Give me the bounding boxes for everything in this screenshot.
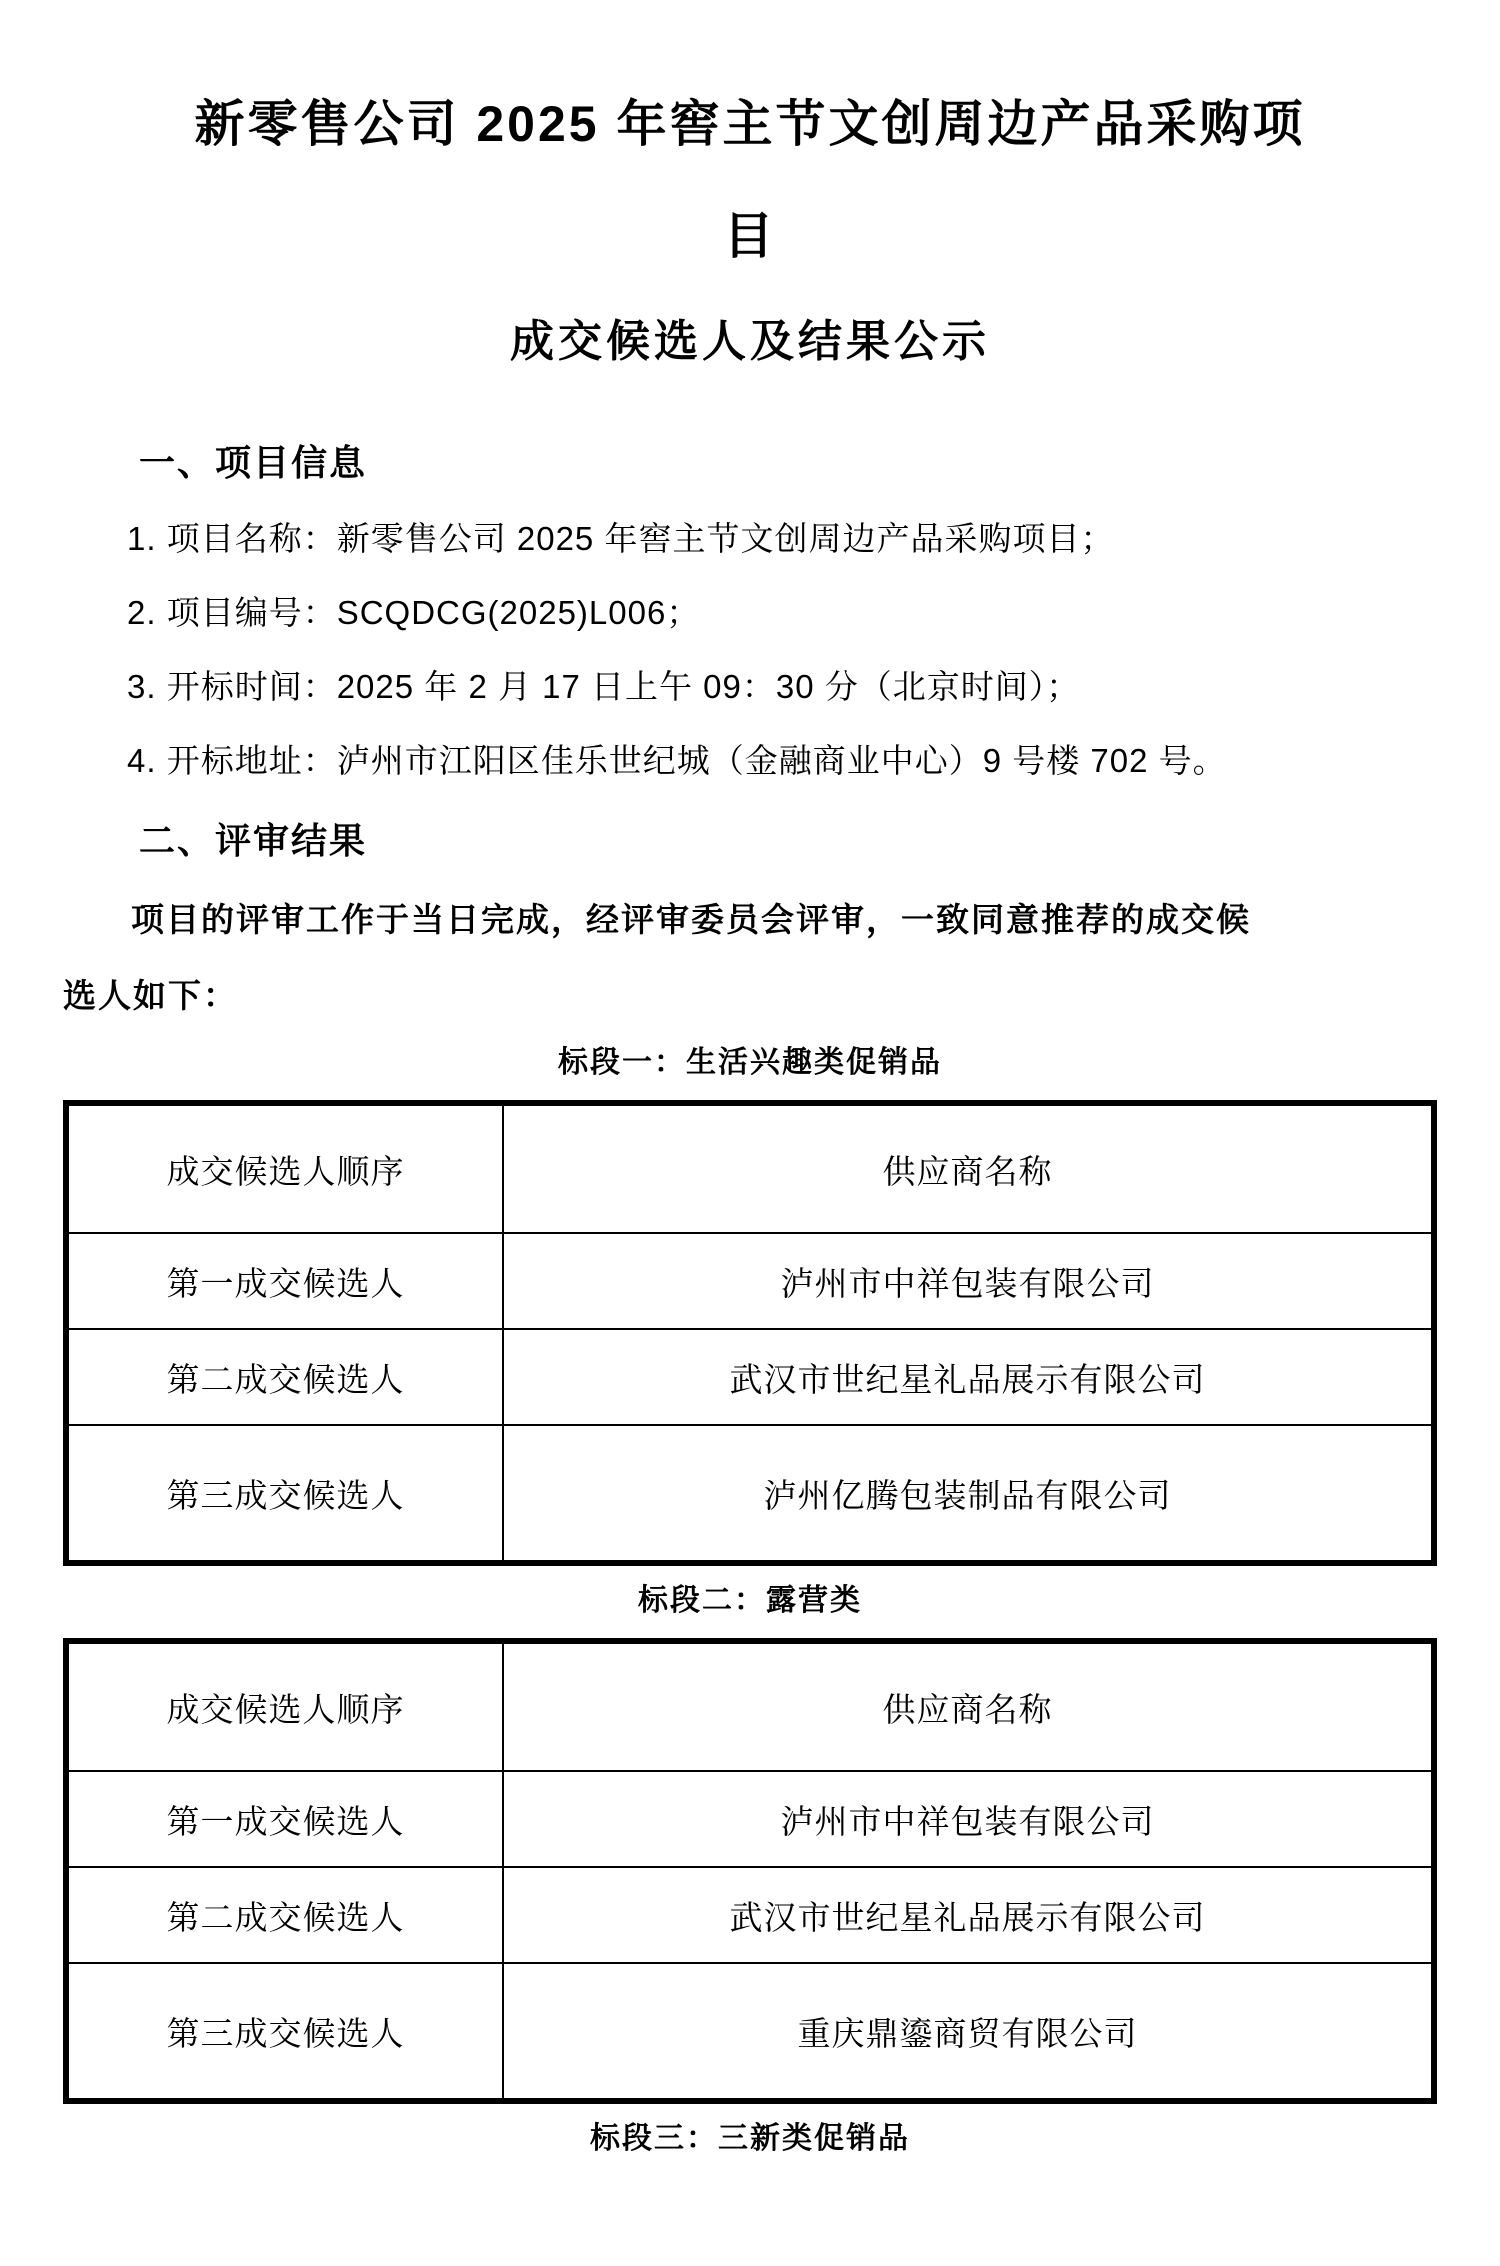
- candidate-order-cell: 第三成交候选人: [66, 1963, 503, 2101]
- candidate-order-cell: 第二成交候选人: [66, 1867, 503, 1963]
- table-header-row: [66, 1641, 1434, 1771]
- doc-title-line-1: 新零售公司 2025 年窖主节文创周边产品采购项: [194, 96, 1306, 152]
- supplier-name-cell: 重庆鼎鎏商贸有限公司: [503, 1963, 1434, 2101]
- doc-subtitle: 成交候选人及结果公示: [510, 317, 990, 366]
- lot-1-results-table: [63, 1100, 1437, 1566]
- supplier-name-cell: 泸州市中祥包装有限公司: [503, 1771, 1434, 1867]
- section-heading-review-result: 二、评审结果: [139, 820, 368, 861]
- lot-1-caption: 标段一：生活兴趣类促销品: [558, 1046, 942, 1079]
- review-paragraph-line-2: 选人如下：: [63, 977, 238, 1014]
- lot-2-results-table: [63, 1638, 1437, 2104]
- table-header-candidate-order: 成交候选人顺序: [66, 1103, 503, 1233]
- table-row: [66, 1867, 1434, 1963]
- table-header-candidate-order: 成交候选人顺序: [66, 1641, 503, 1771]
- review-paragraph: [63, 882, 1437, 1034]
- doc-title-line-2: 目: [723, 208, 777, 264]
- table-row: [66, 1425, 1434, 1563]
- table-row: [66, 1963, 1434, 2101]
- project-item-bid-time: 3. 开标时间：2025 年 2 月 17 日上午 09：30 分（北京时间）；: [127, 668, 1081, 705]
- project-item-number: 2. 项目编号：SCQDCG(2025)L006；: [127, 594, 701, 631]
- project-item-name: 1. 项目名称：新零售公司 2025 年窖主节文创周边产品采购项目；: [127, 520, 1115, 557]
- supplier-name-cell: 武汉市世纪星礼品展示有限公司: [503, 1867, 1434, 1963]
- candidate-order-cell: 第二成交候选人: [66, 1329, 503, 1425]
- supplier-name-cell: 武汉市世纪星礼品展示有限公司: [503, 1329, 1434, 1425]
- lot-2-caption: 标段二：露营类: [638, 1584, 862, 1617]
- supplier-name-cell: 泸州市中祥包装有限公司: [503, 1233, 1434, 1329]
- candidate-order-cell: 第一成交候选人: [66, 1771, 503, 1867]
- section-heading-project-info: 一、项目信息: [139, 442, 368, 483]
- review-paragraph-line-1: 项目的评审工作于当日完成，经评审委员会评审，一致同意推荐的成交候: [131, 901, 1251, 938]
- table-row: [66, 1771, 1434, 1867]
- table-row: [66, 1233, 1434, 1329]
- lot-3-caption: 标段三：三新类促销品: [590, 2122, 910, 2155]
- table-header-supplier-name: 供应商名称: [503, 1641, 1434, 1771]
- project-item-bid-address: 4. 开标地址：泸州市江阳区佳乐世纪城（金融商业中心）9 号楼 702 号。: [127, 742, 1227, 779]
- candidate-order-cell: 第三成交候选人: [66, 1425, 503, 1563]
- table-header-row: [66, 1103, 1434, 1233]
- table-row: [66, 1329, 1434, 1425]
- table-header-supplier-name: 供应商名称: [503, 1103, 1434, 1233]
- supplier-name-cell: 泸州亿腾包装制品有限公司: [503, 1425, 1434, 1563]
- candidate-order-cell: 第一成交候选人: [66, 1233, 503, 1329]
